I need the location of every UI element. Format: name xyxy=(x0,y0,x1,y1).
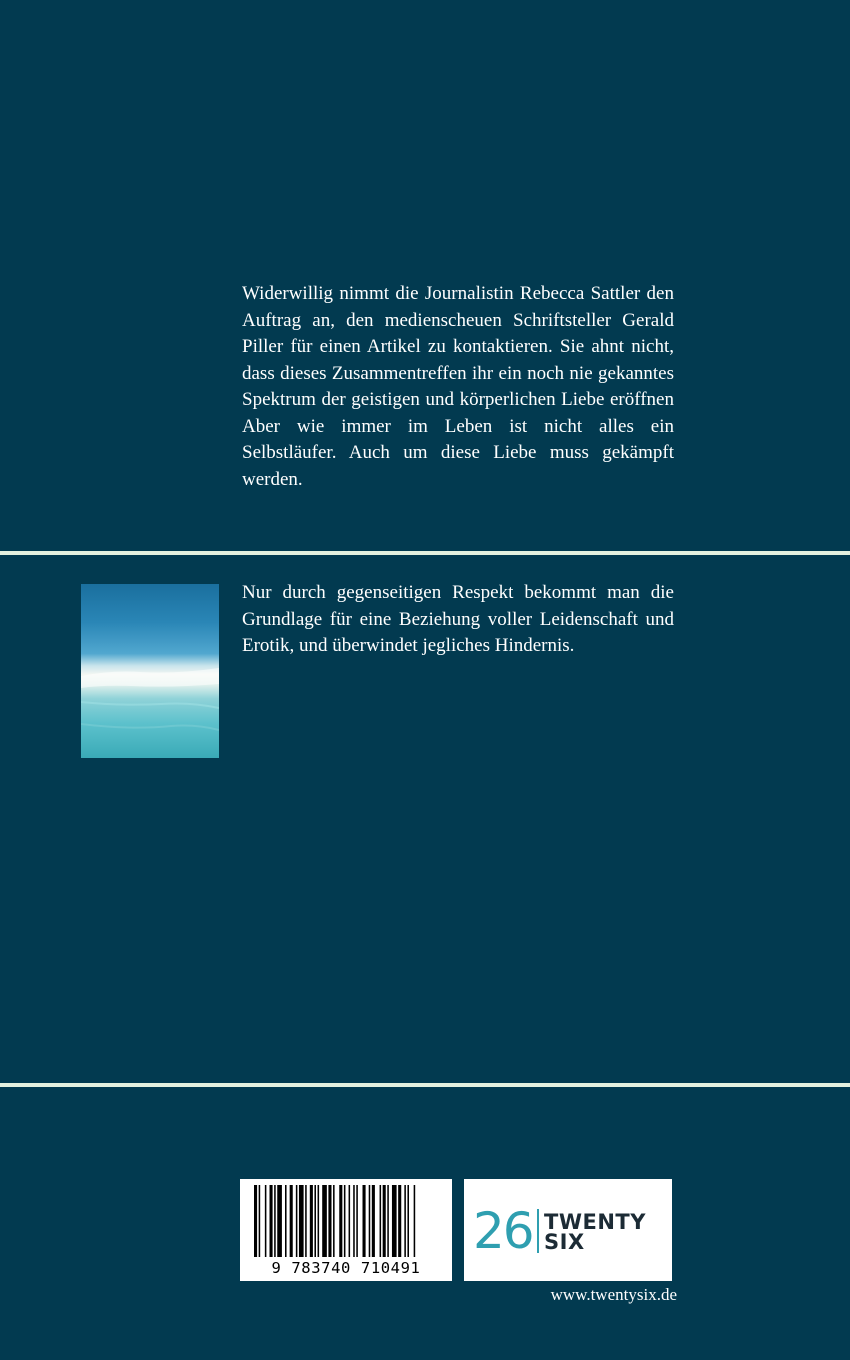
barcode-bar xyxy=(407,1185,409,1257)
barcode-bar xyxy=(285,1185,287,1257)
isbn-digits: 9 783740 710491 xyxy=(271,1259,421,1277)
barcode-bar xyxy=(265,1185,267,1257)
barcode-bar xyxy=(380,1185,382,1257)
barcode-bar xyxy=(344,1185,346,1257)
barcode-bar xyxy=(372,1185,375,1257)
barcode-bar xyxy=(305,1185,307,1257)
logo-word-line-1: TWENTY xyxy=(544,1210,646,1234)
barcode-bar xyxy=(387,1185,389,1257)
barcode-bar xyxy=(333,1185,335,1257)
divider-top xyxy=(0,551,850,555)
barcode-bar xyxy=(353,1185,355,1257)
barcode-bar xyxy=(398,1185,401,1257)
logo-number: 26 xyxy=(473,1202,533,1260)
barcode-bar xyxy=(322,1185,327,1257)
barcode-bar xyxy=(296,1185,298,1257)
barcode-bars xyxy=(240,1179,452,1259)
barcode-bar xyxy=(259,1185,261,1257)
barcode-bar xyxy=(392,1185,397,1257)
barcode-bar xyxy=(414,1185,416,1257)
blurb-paragraph-2: Nur durch gegenseitigen Respekt bekommt man die Grundlage für eine Beziehung voller Leidenschaft und Erotik, und überwindet jegliches Hindernis. xyxy=(242,582,674,656)
barcode-bar xyxy=(314,1185,316,1257)
sea-horizon-photo xyxy=(81,584,219,758)
publisher-website: www.twentysix.de xyxy=(550,1285,677,1304)
blurb-paragraph-1: Widerwillig nimmt die Journalistin Rebecca Sattler den Auftrag an, den medienscheuen Schriftsteller Gerald Piller für einen Artikel zu kontaktieren. Sie ahnt nicht, dass dieses Zusammentreffen ihr ein noch nie gekanntes Spektrum der geistigen und körperlichen Liebe eröffnen Aber wie immer im Leben ist nicht alles ein Selbstläufer. Auch um diese Liebe muss gekämpft werden. xyxy=(242,283,674,490)
barcode-bar xyxy=(349,1185,351,1257)
logo-separator xyxy=(537,1209,539,1253)
barcode-bar xyxy=(299,1185,304,1257)
barcode-bar xyxy=(369,1185,371,1257)
publisher-logo xyxy=(464,1179,672,1281)
divider-bottom xyxy=(0,1083,850,1087)
barcode-bar xyxy=(274,1185,276,1257)
barcode-bar xyxy=(339,1185,342,1257)
barcode-bar xyxy=(254,1185,257,1257)
isbn-barcode xyxy=(240,1179,452,1281)
barcode-bar xyxy=(383,1185,386,1257)
logo-word-line-2: SIX xyxy=(544,1230,585,1254)
barcode-bar xyxy=(363,1185,366,1257)
barcode-bar xyxy=(328,1185,331,1257)
barcode-bar xyxy=(318,1185,320,1257)
barcode-bar xyxy=(356,1185,358,1257)
barcode-bar xyxy=(290,1185,293,1257)
barcode-bar xyxy=(310,1185,313,1257)
barcode-bar xyxy=(277,1185,282,1257)
barcode-bar xyxy=(270,1185,273,1257)
barcode-bar xyxy=(404,1185,406,1257)
